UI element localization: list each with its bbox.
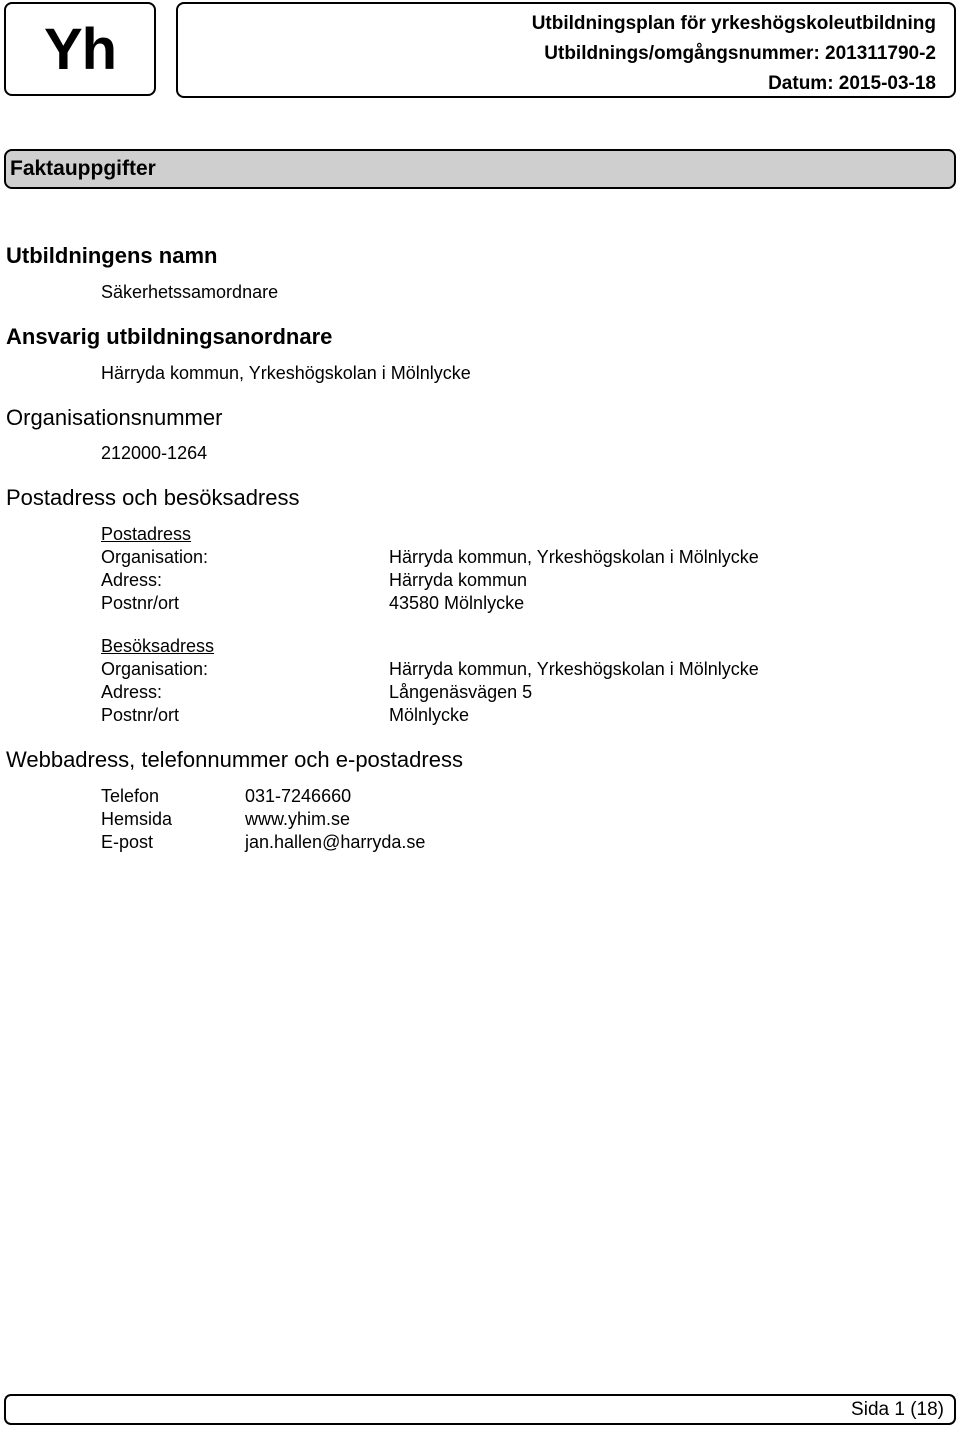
- section-bar: [4, 149, 956, 189]
- email-label: E-post: [101, 832, 154, 852]
- phone-value: 031-7246660: [245, 786, 352, 806]
- visit-city-value: Mölnlycke: [389, 705, 470, 725]
- provider-value: Härryda kommun, Yrkeshögskolan i Mölnlycke: [101, 363, 471, 383]
- postal-address-label: Adress:: [101, 570, 163, 590]
- postal-address-value: Härryda kommun: [389, 570, 528, 590]
- addresses-heading: Postadress och besöksadress: [6, 485, 300, 510]
- document-date: Datum: 2015-03-18: [768, 73, 936, 94]
- visit-city-label: Postnr/ort: [101, 705, 180, 725]
- postal-address-title: Postadress: [101, 524, 192, 544]
- visit-org-value: Härryda kommun, Yrkeshögskolan i Mölnlycke: [389, 659, 759, 679]
- website-link[interactable]: www.yhim.se: [245, 809, 351, 829]
- visit-org-label: Organisation:: [101, 659, 209, 679]
- phone-label: Telefon: [101, 786, 160, 806]
- section-title: Faktauppgifter: [10, 157, 156, 180]
- document-title: Utbildningsplan för yrkeshögskoleutbildning: [531, 13, 936, 34]
- education-name-heading: Utbildningens namn: [6, 243, 218, 268]
- logo-text: Yh: [43, 16, 117, 82]
- org-number-heading: Organisationsnummer: [6, 405, 223, 430]
- document-header: [176, 2, 956, 98]
- contact-heading: Webbadress, telefonnummer och e-postadress: [6, 747, 463, 772]
- provider-heading: Ansvarig utbildningsanordnare: [6, 324, 333, 349]
- education-name-value: Säkerhetssamordnare: [101, 282, 279, 302]
- visit-address-label: Adress:: [101, 682, 163, 702]
- education-number: Utbildnings/omgångsnummer: 201311790-2: [544, 43, 936, 64]
- postal-org-value: Härryda kommun, Yrkeshögskolan i Mölnlycke: [389, 547, 759, 567]
- visit-address-title: Besöksadress: [101, 636, 215, 656]
- page-footer: [4, 1394, 956, 1425]
- postal-city-value: 43580 Mölnlycke: [389, 593, 525, 613]
- page-number: Sida 1 (18): [851, 1398, 944, 1420]
- org-number-value: 212000-1264: [101, 443, 208, 463]
- postal-org-label: Organisation:: [101, 547, 209, 567]
- website-label: Hemsida: [101, 809, 173, 829]
- postal-city-label: Postnr/ort: [101, 593, 180, 613]
- email-link[interactable]: jan.hallen@harryda.se: [245, 832, 426, 852]
- visit-address-value: Långenäsvägen 5: [389, 682, 533, 702]
- logo: [4, 2, 156, 96]
